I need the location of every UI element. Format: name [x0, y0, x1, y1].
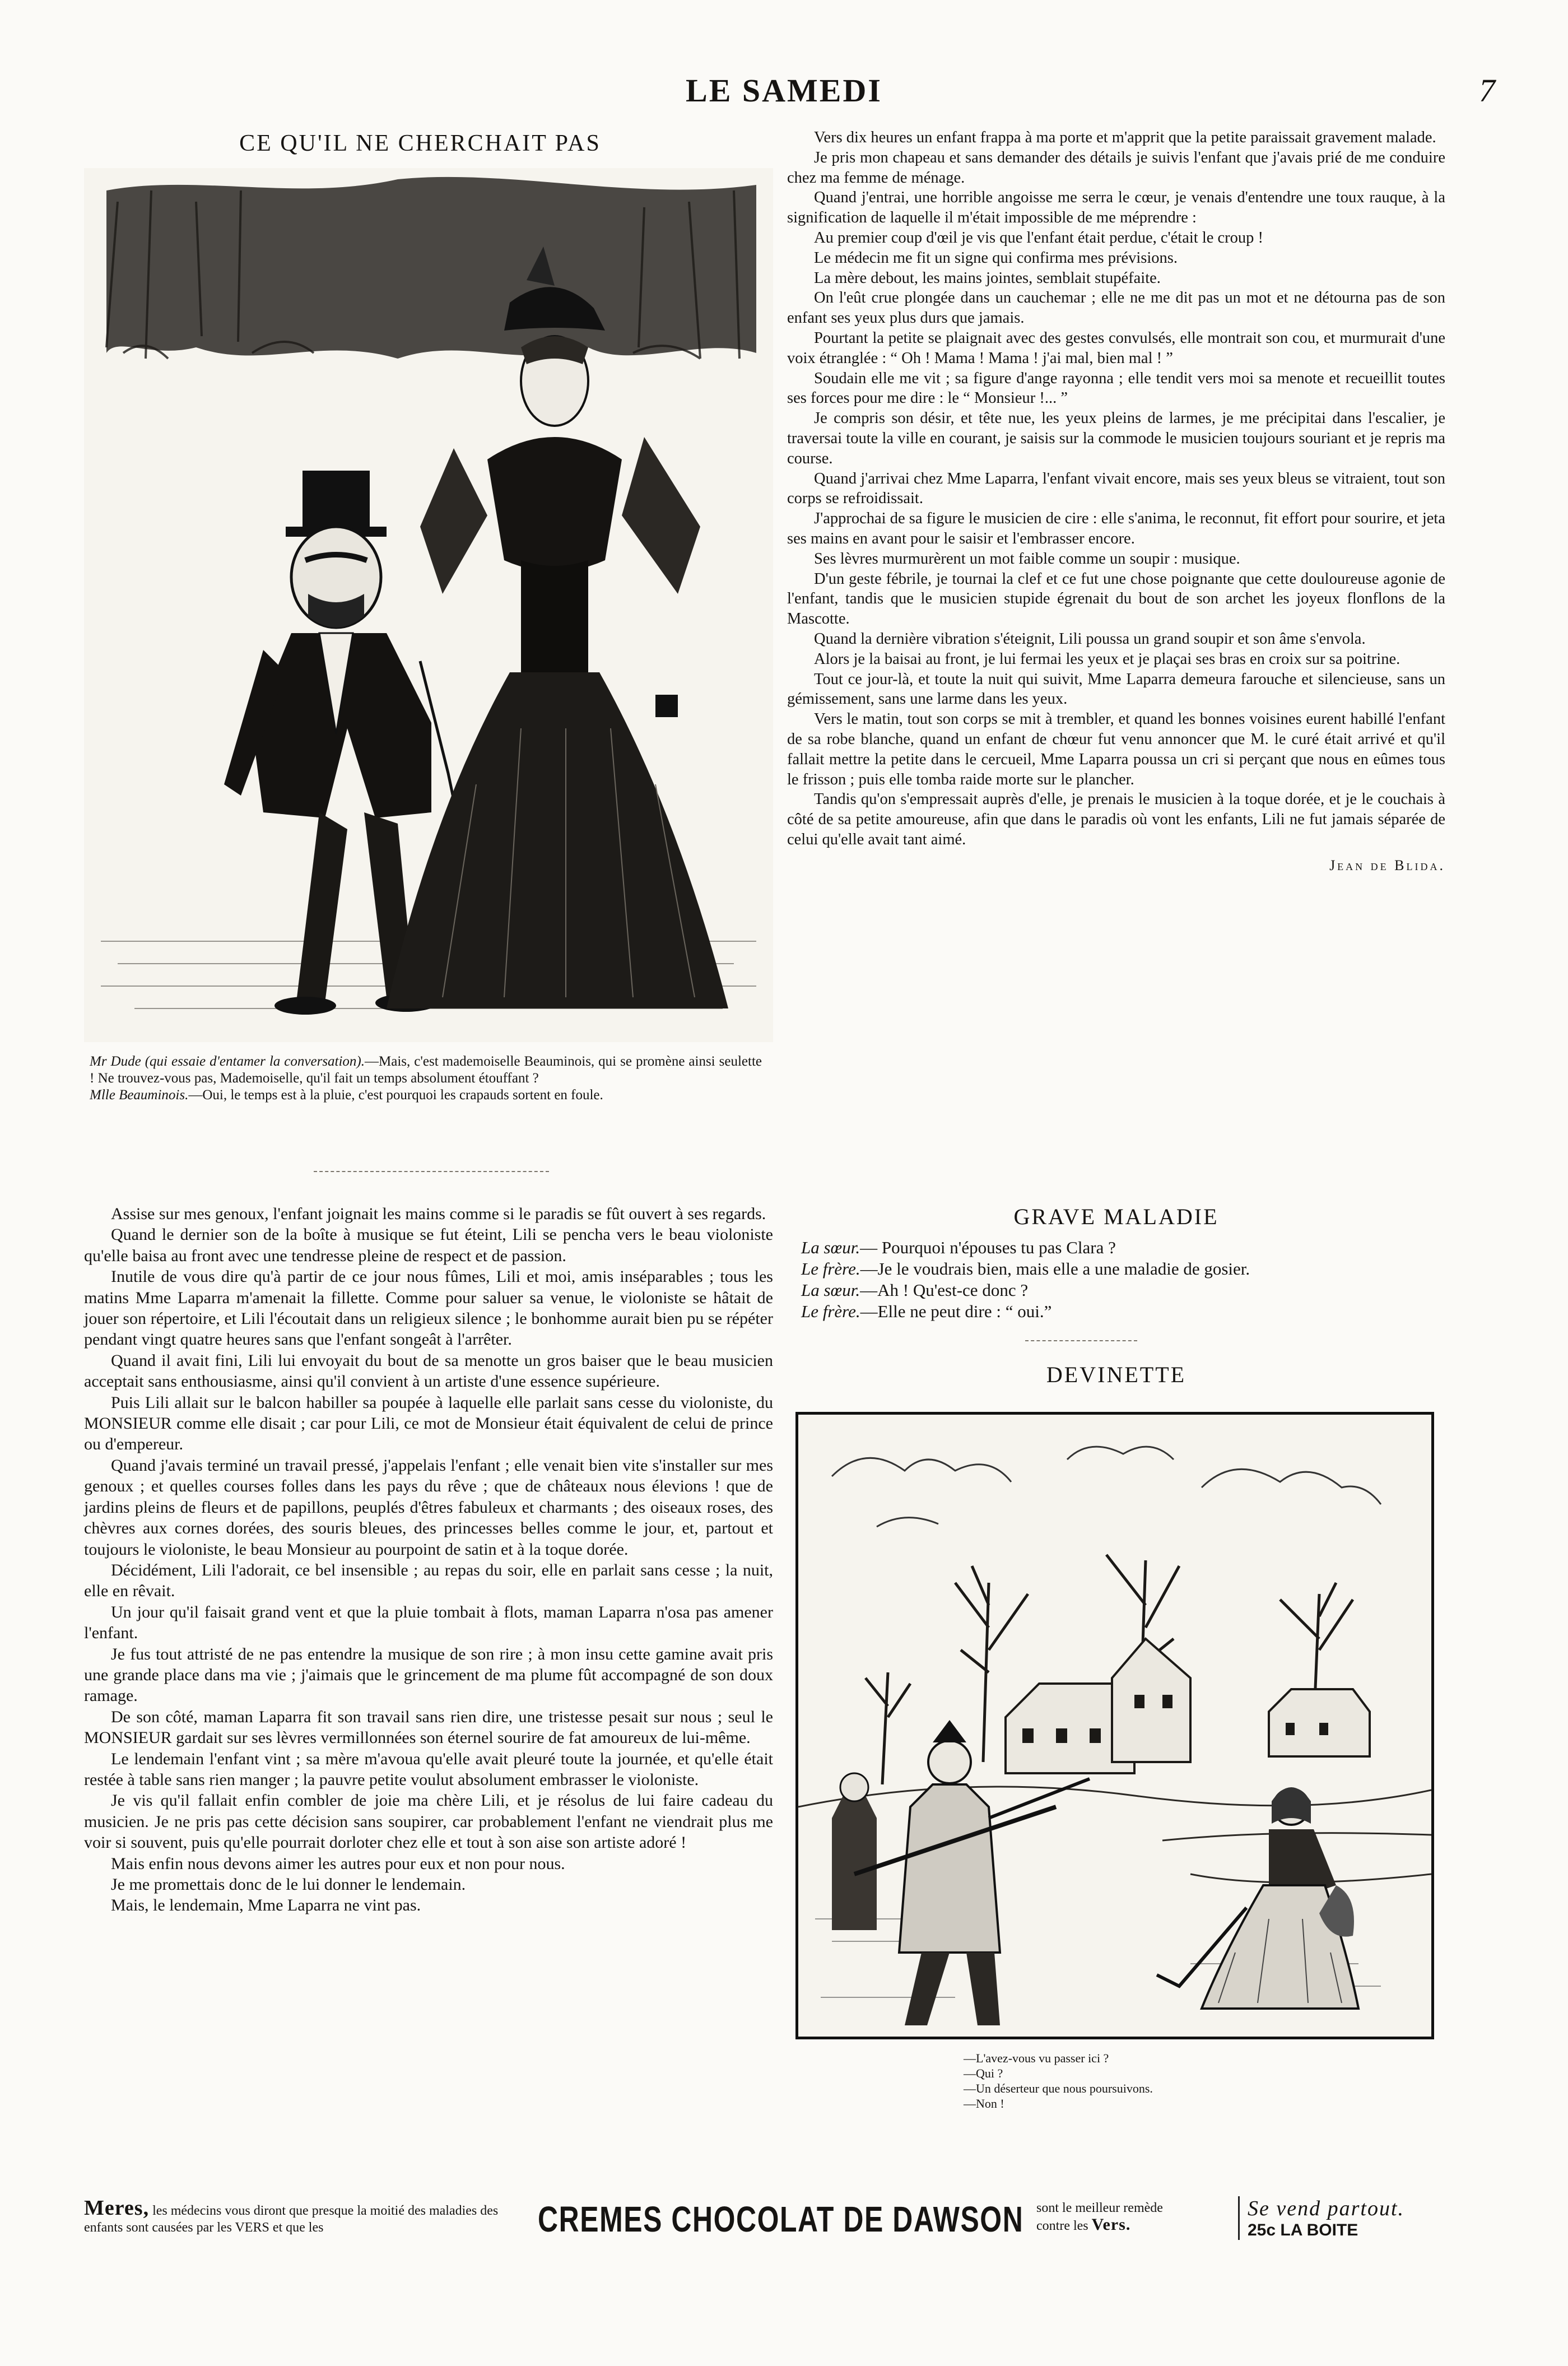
- dialog-text: —Je le voudrais bien, mais elle a une maladie de gosier.: [860, 1259, 1250, 1279]
- paragraph: Tout ce jour-là, et toute la nuit qui suivit, Mme Laparra demeura farouche et silencieuse, sans un gémissement, sans une larme dans les yeux.: [787, 670, 1445, 708]
- ad-right-box: [1238, 2196, 1472, 2240]
- newspaper-title: LE SAMEDI: [686, 72, 882, 109]
- paragraph: Quand il avait fini, Lili lui envoyait du bout de sa menotte un gros baiser que le beau musicien acceptait sans enthousiasme, ainsi qu'il convient à un artiste d'une essence supérieure.: [84, 1351, 773, 1391]
- dialog-text: —Elle ne peut dire : “ oui.”: [860, 1301, 1052, 1321]
- ad-price: 25c LA BOITE: [1248, 2221, 1358, 2239]
- section-divider: [1025, 1340, 1137, 1341]
- paragraph: Un jour qu'il faisait grand vent et que la pluie tombait à flots, maman Laparra n'osa pas amener l'enfant.: [84, 1602, 773, 1643]
- caption-line: [90, 1087, 762, 1104]
- dialog-line: [801, 1237, 1445, 1258]
- illustration-gentleman-lady: [84, 168, 773, 1042]
- author-signature: Jean de Blida.: [1329, 857, 1445, 873]
- illustration-winter-scene: [798, 1415, 1431, 2037]
- paragraph: Quand j'entrai, une horrible angoisse me serra le cœur, je venais d'entendre une toux rauque, à la signification de laquelle il m'était impossible de me méprendre :: [787, 189, 1445, 227]
- left-column-text: [84, 1203, 773, 1916]
- illustration-caption: [90, 1053, 762, 1104]
- paragraph: Quand la dernière vibration s'éteignit, Lili poussa un grand soupir et son âme s'envola.: [814, 630, 1366, 648]
- caption-text: —Mais, c'est mademoiselle Beauminois, qui se promène ainsi seulette ! Ne trouvez-vous pas, Mademoiselle, qu'il fait un temps absolument étouffant ?: [90, 1054, 762, 1086]
- paragraph: Vers le matin, tout son corps se mit à trembler, et quand les bonnes voisines eurent habillé l'enfant de sa robe blanche, quand un enfant de chœur fut venu annoncer que M. le curé était arrivé et qu'il fallait mettre la petite dans le cercueil, Mme Laparra poussa un cri si perçant que nous en eûmes tous le frisson ; puis elle tomba raide morte sur le plancher.: [787, 710, 1445, 788]
- caption-line: —Non !: [964, 2097, 1004, 2111]
- ad-middle-text: [1036, 2200, 1216, 2234]
- paragraph: On l'eût crue plongée dans un cauchemar ; elle ne me dit pas un mot et ne détourna pas de son enfant ses yeux plus durs que jamais.: [787, 289, 1445, 327]
- paragraph: Décidément, Lili l'adorait, ce bel insensible ; au repas du soir, elle en parlait sans cesse ; la nuit, elle en rêvait.: [84, 1560, 773, 1601]
- paragraph: Quand j'avais terminé un travail pressé, j'appelais l'enfant ; elle venait bien vite s'installer sur mes genoux ; et quelles courses folles dans les pays du rêve ; que de châteaux nous élevions ! que de jardins pleins de fleurs et de papillons, peuplés d'êtres fabuleux et charmants ; des oiseaux roses, des chèvres aux cornes dorées, des souris bleues, des princesses belles comme le jour, et, partout et toujours le violoniste, le beau Monsieur au pourpoint de satin et à la toque dorée.: [84, 1456, 773, 1559]
- grave-maladie-dialog: [801, 1237, 1445, 1322]
- story-title: CE QU'IL NE CHERCHAIT PAS: [239, 131, 601, 156]
- caption-speaker: Mlle Beauminois.: [90, 1087, 189, 1103]
- paragraph: Je fus tout attristé de ne pas entendre la musique de son rire ; à mon insu cette gamine avait pris une grande place dans ma vie ; j'aimais que le grincement de ma plume fût accompagné de son doux ramage.: [84, 1644, 773, 1705]
- caption-line: —L'avez-vous vu passer ici ?: [964, 2051, 1109, 2065]
- paragraph: Mais enfin nous devons aimer les autres pour eux et non pour nous.: [111, 1854, 565, 1873]
- story-illustration: [84, 168, 773, 1042]
- section-divider: [314, 1171, 549, 1172]
- paragraph: Le lendemain l'enfant vint ; sa mère m'avoua qu'elle avait pleuré toute la journée, et qu'elle était restée à table sans rien manger ; la pauvre petite voulut absolument embrasser le violoniste.: [84, 1749, 773, 1789]
- ad-left-copy: les médecins vous diront que presque la moitié des maladies des enfants sont causées par les VERS et que les: [84, 2204, 499, 2235]
- dialog-speaker: La sœur.: [801, 1238, 860, 1257]
- paragraph: Inutile de vous dire qu'à partir de ce jour nous fûmes, Lili et moi, amis inséparables ; tous les matins Mme Laparra m'amenait la fillette. Comme pour saluer sa venue, le violoniste se hâtait de jouer son répertoire, et Lili l'écoutait dans un religieux silence ; le bonhomme aurait bien pu se répéter pendant vingt quatre heures sans que l'enfant songeât à l'arrêter.: [84, 1267, 773, 1349]
- paragraph: Je compris son désir, et tête nue, les yeux pleins de larmes, je me précipitai dans l'escalier, je traversai toute la ville en courant, je saisis sur la commode le musicien toujours souriant et je repris ma course.: [787, 410, 1445, 467]
- paragraph: Vers dix heures un enfant frappa à ma porte et m'apprit que la petite paraissait gravement malade.: [814, 129, 1436, 146]
- ad-lead-word: Meres,: [84, 2196, 150, 2220]
- dialog-line: [801, 1301, 1445, 1322]
- ad-left-text: [84, 2196, 510, 2236]
- paragraph: Assise sur mes genoux, l'enfant joignait les mains comme si le paradis se fût ouvert à ses regards.: [111, 1205, 766, 1223]
- devinette-title: DEVINETTE: [1046, 1362, 1187, 1387]
- caption-line: —Un déserteur que nous poursuivons.: [964, 2081, 1153, 2095]
- paragraph: Je vis qu'il fallait enfin combler de joie ma chère Lili, et je résolus de lui faire cadeau du musicien. Je ne pris pas cette décision sans soupirer, car probablement l'enfant ne viendrait plus me voir si souvent, puis qu'elle pourrait dorloter chez elle et tout à son aise son artiste adoré !: [84, 1791, 773, 1852]
- dialog-line: [801, 1258, 1445, 1280]
- advertisement: [84, 2196, 1462, 2247]
- dialog-speaker: La sœur.: [801, 1280, 860, 1300]
- paragraph: D'un geste fébrile, je tournai la clef et ce fut une chose poignante que cette douloureuse agonie de l'enfant, tandis que le musicien stupide égrenait du bout de son archet les joyeux flonflons de la Mascotte.: [787, 570, 1445, 628]
- grave-maladie-title: GRAVE MALADIE: [1013, 1204, 1219, 1229]
- paragraph: Tandis qu'on s'empressait auprès d'elle, je prenais le musicien à la toque dorée, et je le couchais à côté de sa petite amoureuse, afin que dans le paradis où vont les enfants, Lili ne fut jamais séparée de celui qu'elle avait tant aimé.: [787, 791, 1445, 848]
- paragraph: Soudain elle me vit ; sa figure d'ange rayonna ; elle tendit vers moi sa menote et recueillit toutes ses forces pour me dire : le “ Monsieur !... ”: [787, 369, 1445, 407]
- paragraph: Le médecin me fit un signe qui confirma mes prévisions.: [814, 249, 1178, 267]
- paragraph: La mère debout, les mains jointes, semblait stupéfaite.: [814, 269, 1161, 287]
- right-column-text: [787, 128, 1445, 875]
- paragraph: Alors je la baisai au front, je lui fermai les yeux et je plaçai ses bras en croix sur sa poitrine.: [814, 650, 1401, 668]
- paragraph: J'approchai de sa figure le musicien de cire : elle s'anima, le reconnut, fit effort pour sourire, et jeta ses mains en avant pour le saisir et l'embrasser encore.: [787, 510, 1445, 547]
- paragraph: Puis Lili allait sur le balcon habiller sa poupée à laquelle elle parlait sans cesse du violoniste, du MONSIEUR comme elle disait ; car pour Lili, ce mot de Monsieur était équivalent de celui de prince ou d'empereur.: [84, 1393, 773, 1454]
- caption-speaker: Mr Dude (qui essaie d'entamer la conversation).: [90, 1054, 365, 1069]
- ad-middle-line-1: sont le meilleur remède: [1036, 2201, 1163, 2215]
- ad-product-name: CREMES CHOCOLAT DE DAWSON: [538, 2199, 1024, 2239]
- paragraph: Au premier coup d'œil je vis que l'enfant était perdue, c'était le croup !: [814, 229, 1264, 247]
- ad-middle-line-2: contre les Vers.: [1036, 2215, 1131, 2234]
- caption-text: —Oui, le temps est à la pluie, c'est pourquoi les crapauds sortent en foule.: [188, 1087, 603, 1103]
- paragraph: Je pris mon chapeau et sans demander des détails je suivis l'enfant que j'avais prié de me conduire chez ma femme de ménage.: [787, 148, 1445, 187]
- paragraph: Quand j'arrivai chez Mme Laparra, l'enfant vivait encore, mais ses yeux bleus se vitraient, tout son corps se refroidissait.: [787, 470, 1445, 508]
- dialog-speaker: Le frère.: [801, 1259, 860, 1279]
- dialog-text: —Ah ! Qu'est-ce donc ?: [860, 1280, 1029, 1300]
- paragraph: Je me promettais donc de le lui donner le lendemain.: [111, 1875, 466, 1894]
- paragraph: Quand le dernier son de la boîte à musique se fut éteint, Lili se pencha vers le beau violoniste qu'elle baisa au front avec une tendresse pleine de respect et de passion.: [84, 1225, 773, 1265]
- dialog-line: [801, 1280, 1445, 1301]
- devinette-illustration: [795, 1412, 1434, 2039]
- page-number: 7: [1479, 72, 1495, 109]
- caption-line: —Qui ?: [964, 2066, 1003, 2080]
- paragraph: Pourtant la petite se plaignait avec des gestes convulsés, elle montrait son cou, et murmurait d'une voix étranglée : “ Oh ! Mama ! Mama ! j'ai mal, bien mal ! ”: [787, 329, 1445, 367]
- dialog-speaker: Le frère.: [801, 1301, 860, 1321]
- dialog-text: — Pourquoi n'épouses tu pas Clara ?: [860, 1238, 1116, 1257]
- caption-line: [90, 1053, 762, 1087]
- devinette-caption: [964, 2051, 1356, 2111]
- ad-sold-everywhere: Se vend partout.: [1248, 2197, 1405, 2220]
- paragraph: Ses lèvres murmurèrent un mot faible comme un soupir : musique.: [814, 550, 1240, 568]
- paragraph: Mais, le lendemain, Mme Laparra ne vint pas.: [111, 1896, 421, 1915]
- paragraph: De son côté, maman Laparra fit son travail sans rien dire, une tristesse pesait sur nous ; seul le MONSIEUR gardait sur ses lèvres vermillonnées son éternel sourire de fat amoureux de lui-même.: [84, 1707, 773, 1747]
- ad-vers-word: Vers.: [1091, 2215, 1131, 2234]
